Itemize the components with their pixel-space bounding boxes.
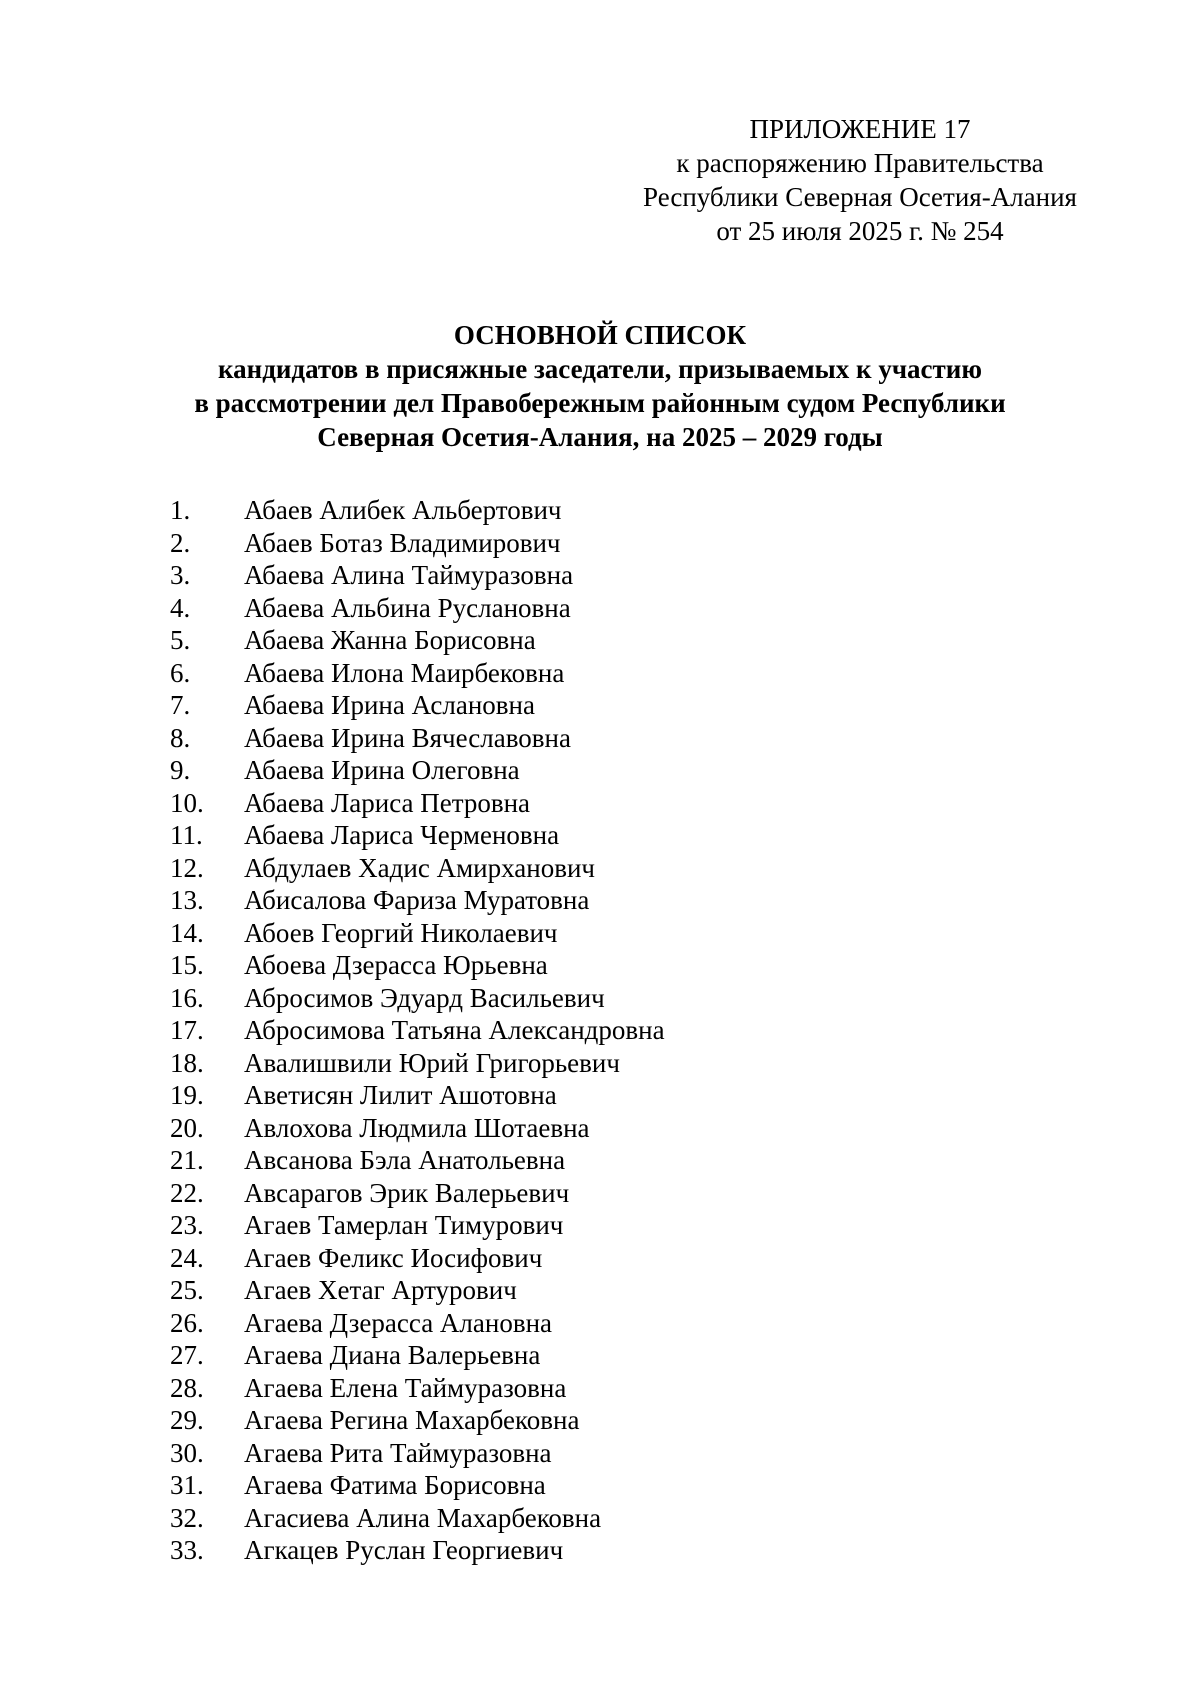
title-heading: ОСНОВНОЙ СПИСОК xyxy=(453,320,747,350)
list-item-number: 21. xyxy=(170,1145,204,1175)
title-subheading-3: Северная Осетия-Алания, на 2025 – 2029 годы xyxy=(317,422,883,452)
list-item-number: 14. xyxy=(170,917,204,948)
list-item-name: Агаев Хетаг Артурович xyxy=(244,1275,517,1305)
list-item-name: Авлохова Людмила Шотаевна xyxy=(244,1112,590,1143)
list-item xyxy=(0,494,1200,527)
list-item-number: 16. xyxy=(170,982,204,1013)
list-item xyxy=(0,1339,1200,1372)
list-item xyxy=(0,1534,1200,1567)
candidate-list xyxy=(0,494,1200,1567)
list-item-name: Абаева Лариса Черменовна xyxy=(244,820,560,850)
list-item xyxy=(0,1177,1200,1210)
list-item-name: Абаева Ирина Вячеславовна xyxy=(244,722,571,753)
list-item-number: 13. xyxy=(170,885,204,915)
list-item-name: Абаева Лариса Петровна xyxy=(244,787,531,818)
list-item xyxy=(0,884,1200,917)
list-item-number: 25. xyxy=(170,1275,204,1305)
list-item-name: Агаева Регина Махарбековна xyxy=(244,1405,580,1435)
list-item xyxy=(0,1047,1200,1080)
list-item-name: Абисалова Фариза Муратовна xyxy=(244,885,590,915)
appendix-date: от 25 июля 2025 г. № 254 xyxy=(716,216,1004,246)
list-item xyxy=(0,787,1200,820)
list-item-name: Авсарагов Эрик Валерьевич xyxy=(244,1177,570,1208)
document-title xyxy=(120,318,1080,454)
title-subheading-2: в рассмотрении дел Правобережным районным судом Республики xyxy=(194,388,1006,418)
list-item-number: 18. xyxy=(170,1047,204,1078)
list-item xyxy=(0,1079,1200,1112)
list-item-number: 15. xyxy=(170,950,204,980)
list-item xyxy=(0,982,1200,1015)
list-item-number: 24. xyxy=(170,1242,204,1273)
list-item-number: 33. xyxy=(170,1535,204,1565)
list-item-name: Абаева Альбина Руслановна xyxy=(244,592,571,623)
list-item xyxy=(0,559,1200,592)
list-item-name: Абаева Алина Таймуразовна xyxy=(244,560,574,590)
list-item-name: Аветисян Лилит Ашотовна xyxy=(244,1080,557,1110)
list-item-name: Авалишвили Юрий Григорьевич xyxy=(244,1047,620,1078)
list-item xyxy=(0,754,1200,787)
list-item-name: Абоева Дзерасса Юрьевна xyxy=(244,950,548,980)
list-item-name: Абаева Ирина Аслановна xyxy=(244,690,535,720)
appendix-header xyxy=(620,112,1100,248)
appendix-number: ПРИЛОЖЕНИЕ 17 xyxy=(749,114,971,144)
list-item-number: 10. xyxy=(170,787,204,818)
list-item-name: Абросимова Татьяна Александровна xyxy=(244,1015,665,1045)
list-item xyxy=(0,1112,1200,1145)
list-item-number: 23. xyxy=(170,1210,204,1240)
list-item-number: 4. xyxy=(170,592,191,623)
list-item-name: Абаев Ботаз Владимирович xyxy=(244,527,561,558)
list-item-number: 22. xyxy=(170,1177,204,1208)
list-item xyxy=(0,1014,1200,1047)
list-item-name: Агаев Феликс Иосифович xyxy=(244,1242,543,1273)
list-item-number: 28. xyxy=(170,1372,204,1403)
list-item-number: 7. xyxy=(170,690,191,720)
list-item-name: Абоев Георгий Николаевич xyxy=(244,917,558,948)
list-item xyxy=(0,1274,1200,1307)
list-item-number: 29. xyxy=(170,1405,204,1435)
list-item xyxy=(0,689,1200,722)
title-subheading-1: кандидатов в присяжные заседатели, призываемых к участию xyxy=(218,354,982,384)
list-item xyxy=(0,949,1200,982)
list-item-name: Агкацев Руслан Георгиевич xyxy=(244,1535,564,1565)
list-item-number: 8. xyxy=(170,722,191,753)
list-item-number: 2. xyxy=(170,527,191,558)
list-item xyxy=(0,1144,1200,1177)
list-item xyxy=(0,1502,1200,1535)
list-item xyxy=(0,1209,1200,1242)
list-item-name: Авсанова Бэла Анатольевна xyxy=(244,1145,566,1175)
list-item xyxy=(0,1242,1200,1275)
list-item-number: 32. xyxy=(170,1502,204,1533)
list-item xyxy=(0,1469,1200,1502)
list-item xyxy=(0,1307,1200,1340)
list-item-number: 27. xyxy=(170,1340,204,1370)
appendix-authority: Республики Северная Осетия-Алания xyxy=(643,182,1077,212)
list-item xyxy=(0,657,1200,690)
list-item-number: 5. xyxy=(170,625,191,655)
list-item xyxy=(0,592,1200,625)
list-item xyxy=(0,1404,1200,1437)
list-item-number: 3. xyxy=(170,560,191,590)
list-item-number: 17. xyxy=(170,1015,204,1045)
list-item-number: 31. xyxy=(170,1470,204,1500)
list-item-name: Агаева Рита Таймуразовна xyxy=(244,1437,552,1468)
list-item-name: Агасиева Алина Махарбековна xyxy=(244,1502,602,1533)
appendix-reference: к распоряжению Правительства xyxy=(676,148,1044,178)
list-item xyxy=(0,852,1200,885)
list-item-name: Агаева Диана Валерьевна xyxy=(244,1340,541,1370)
list-item-name: Агаева Дзерасса Алановна xyxy=(244,1307,553,1338)
list-item-number: 1. xyxy=(170,495,191,525)
list-item xyxy=(0,819,1200,852)
list-item-name: Агаева Елена Таймуразовна xyxy=(244,1372,567,1403)
list-item xyxy=(0,1437,1200,1470)
list-item xyxy=(0,527,1200,560)
list-item-number: 30. xyxy=(170,1437,204,1468)
list-item xyxy=(0,624,1200,657)
list-item-name: Абаева Илона Маирбековна xyxy=(244,657,565,688)
list-item-name: Абаева Жанна Борисовна xyxy=(244,625,536,655)
list-item-name: Абросимов Эдуард Васильевич xyxy=(244,982,605,1013)
list-item-name: Абдулаев Хадис Амирханович xyxy=(244,852,595,883)
list-item-name: Агаев Тамерлан Тимурович xyxy=(244,1210,564,1240)
list-item-number: 20. xyxy=(170,1112,204,1143)
list-item-number: 12. xyxy=(170,852,204,883)
list-item-name: Абаева Ирина Олеговна xyxy=(244,755,520,785)
list-item-number: 9. xyxy=(170,755,191,785)
list-item-name: Агаева Фатима Борисовна xyxy=(244,1470,546,1500)
list-item xyxy=(0,722,1200,755)
list-item-number: 6. xyxy=(170,657,191,688)
list-item-number: 19. xyxy=(170,1080,204,1110)
list-item-name: Абаев Алибек Альбертович xyxy=(244,495,562,525)
list-item-number: 11. xyxy=(170,820,203,850)
list-item xyxy=(0,1372,1200,1405)
list-item-number: 26. xyxy=(170,1307,204,1338)
list-item xyxy=(0,917,1200,950)
